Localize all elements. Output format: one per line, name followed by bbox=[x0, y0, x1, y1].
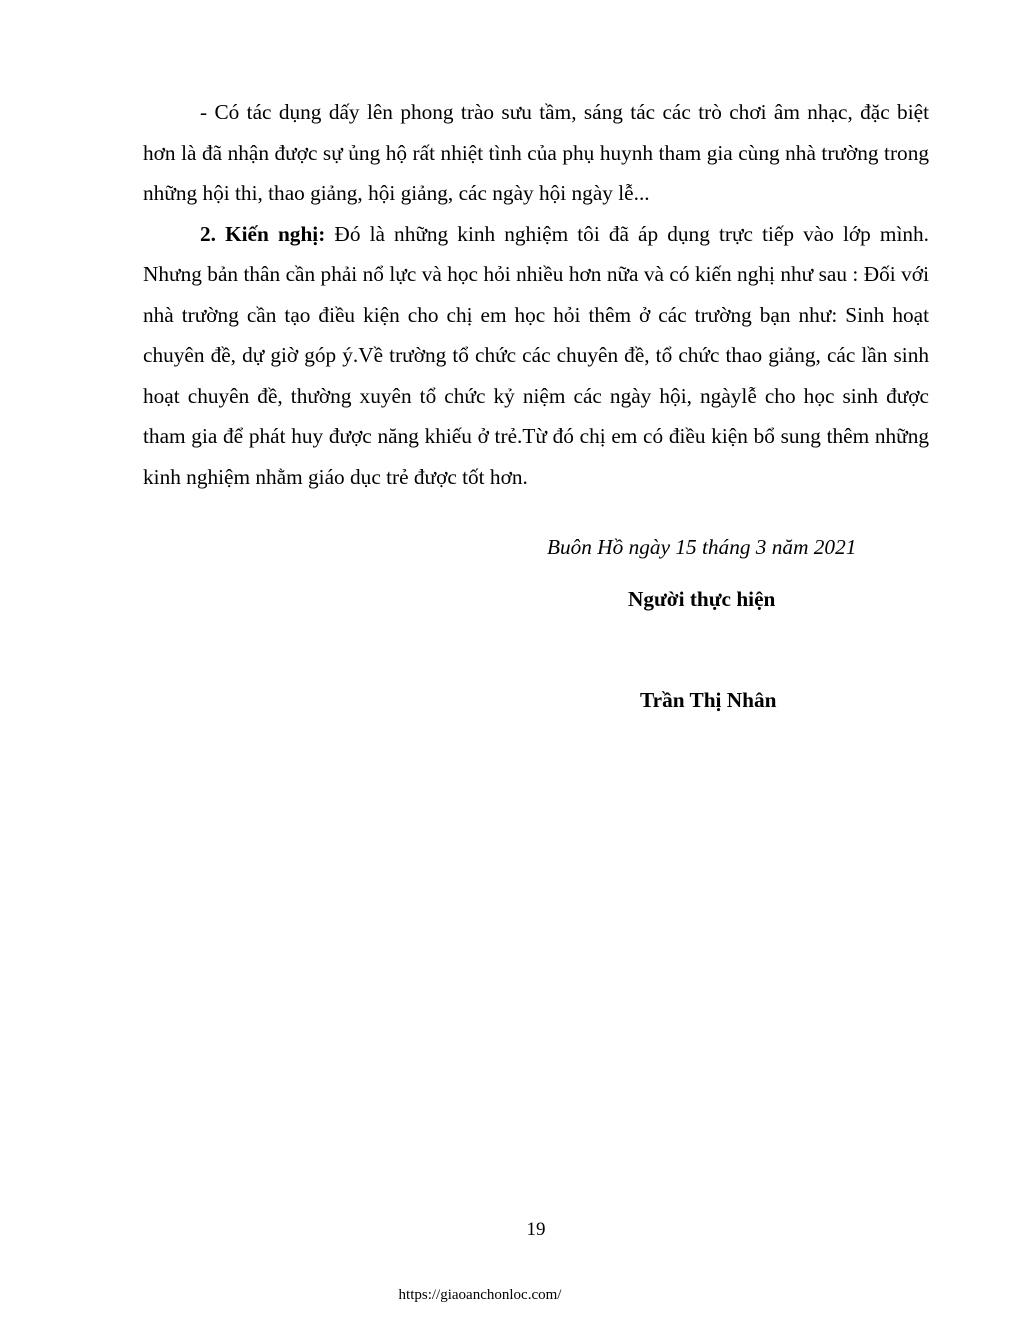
signature-date: Buôn Hồ ngày 15 tháng 3 năm 2021 bbox=[547, 535, 857, 559]
paragraph-recommendations bbox=[143, 214, 929, 498]
footer-url[interactable]: https://giaoanchonloc.com/ bbox=[398, 1287, 562, 1303]
paragraph-effects-text: - Có tác dụng dấy lên phong trào sưu tầm, sáng tác các trò chơi âm nhạc, đặc biệt hơn là đã nhận được sự ủng hộ rất nhiệt tình của phụ huynh tham gia cùng nhà trường trong những hội thi, thao giảng, hội giảng, các ngày hội ngày lễ... bbox=[143, 100, 929, 205]
page-number: 19 bbox=[526, 1219, 546, 1240]
recommendations-text: Đó là những kinh nghiệm tôi đã áp dụng trực tiếp vào lớp mình. Nhưng bản thân cần phải nổ lực và học hỏi nhiều hơn nữa và có kiến nghị như sau : Đối với nhà trường cần tạo điều kiện cho chị em học hỏi thêm ở các trường bạn như: Sinh hoạt chuyên đề, dự giờ góp ý.Về trường tổ chức các chuyên đề, tổ chức thao giảng, các lần sinh hoạt chuyên đề, thường xuyên tổ chức kỷ niệm các ngày hội, ngàylễ cho học sinh được tham gia để phát huy được năng khiếu ở trẻ.Từ đó chị em có điều kiện bổ sung thêm những kinh nghiệm nhằm giáo dục trẻ được tốt hơn. bbox=[143, 221, 930, 489]
paragraph-effects bbox=[143, 92, 929, 214]
signer-name: Trần Thị Nhân bbox=[640, 688, 777, 712]
body-text bbox=[143, 92, 929, 497]
signer-title: Người thực hiện bbox=[628, 587, 776, 611]
recommendations-heading: 2. Kiến nghị: bbox=[200, 221, 326, 246]
